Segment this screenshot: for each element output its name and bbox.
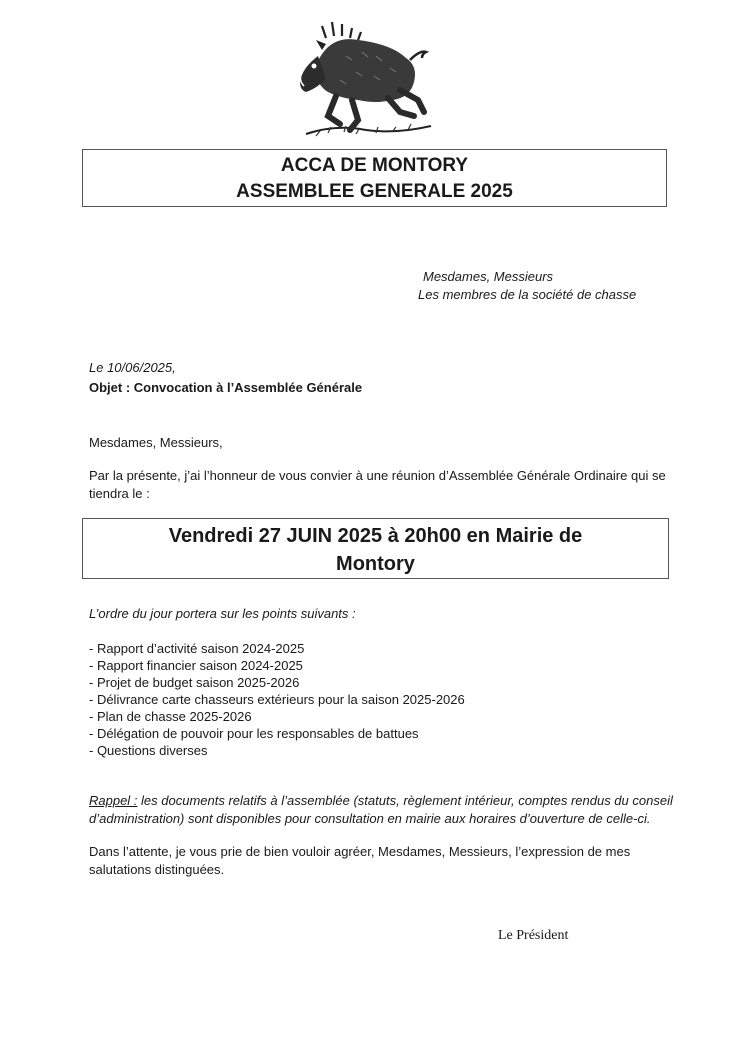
recipient-line-1: Mesdames, Messieurs (423, 269, 554, 284)
letter-subject: Objet : Convocation à l’Assemblée Générale (89, 380, 363, 395)
agenda-item: - Rapport financier saison 2024-2025 (89, 658, 303, 673)
agenda-item: - Questions diverses (89, 743, 208, 758)
letter-date: Le 10/06/2025, (89, 360, 176, 375)
agenda-item: - Projet de budget saison 2025-2026 (89, 675, 300, 690)
agenda-item: - Plan de chasse 2025-2026 (89, 709, 252, 724)
agenda-intro: L’ordre du jour portera sur les points suivants : (89, 606, 356, 621)
org-title: ACCA DE MONTORY (280, 155, 469, 176)
recipient-line-2: Les membres de la société de chasse (418, 287, 637, 302)
agenda-item: - Rapport d’activité saison 2024-2025 (89, 641, 305, 656)
agenda-item: - Délégation de pouvoir pour les responsables de battues (89, 726, 419, 741)
reminder-label: Rappel : (89, 793, 138, 808)
agenda-list (89, 640, 465, 759)
reminder-paragraph (89, 792, 689, 828)
recipient-block (418, 268, 636, 304)
meeting-line-2: Montory (336, 553, 415, 575)
event-title: ASSEMBLEE GENERALE 2025 (236, 181, 513, 202)
agenda-item: - Délivrance carte chasseurs extérieurs pour la saison 2025-2026 (89, 692, 465, 707)
wild-boar-icon (296, 16, 436, 146)
intro-paragraph: Par la présente, j’ai l’honneur de vous convier à une réunion d’Assemblée Générale Ordinaire qui se tiendra le : (89, 468, 666, 501)
title-box (82, 149, 667, 207)
meeting-line-1: Vendredi 27 JUIN 2025 à 20h00 en Mairie de (168, 525, 583, 547)
signature: Le Président (498, 928, 569, 943)
closing-paragraph: Dans l’attente, je vous prie de bien vouloir agréer, Mesdames, Messieurs, l’expression de mes salutations distinguées. (89, 844, 631, 877)
reminder-text: les documents relatifs à l’assemblée (statuts, règlement intérieur, comptes rendus du conseil d’administration) sont disponibles pour consultation en mairie aux horaires d’ouverture de celle-ci. (89, 793, 673, 826)
meeting-box (82, 518, 669, 579)
salutation: Mesdames, Messieurs, (89, 435, 223, 450)
